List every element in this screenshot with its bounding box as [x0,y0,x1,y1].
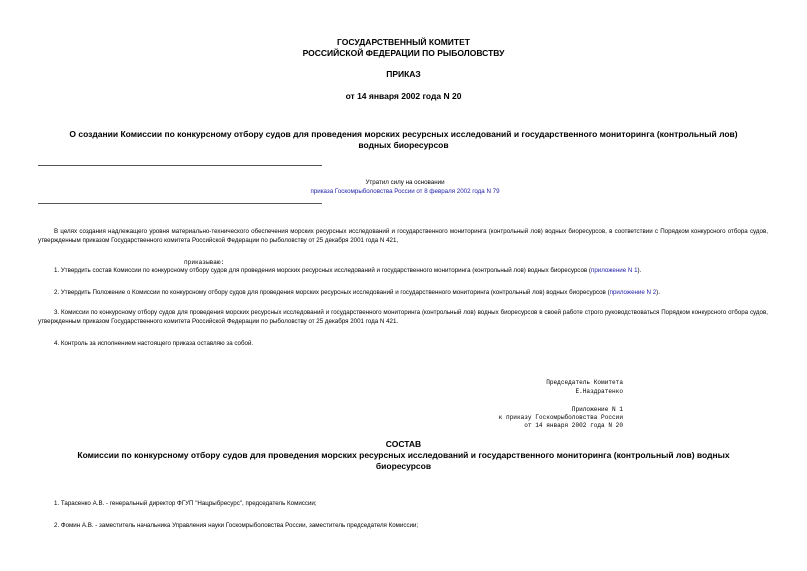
document-title-line-1: О создании Комиссии по конкурсному отбору судов для проведения морских ресурсных исследований и государственного мониторинга (контрольный лов) [69,129,738,139]
composition-heading: СОСТАВ [385,439,422,449]
item-1 [38,266,768,275]
preamble-paragraph: В целях создания надлежащего уровня материально-технического обеспечения морских ресурсных исследований и государственного мониторинга (контрольный лов) водных биоресурсов, в соответствии с Порядком конкурсного отбора судов, утвержденным приказом Государственного комитета Российской Федерации по рыболовству от 25 декабря 2001 года N 421, [38,228,768,244]
document-title-line-2: водных биоресурсов [358,140,449,150]
divider-bottom [38,203,322,204]
appendix-2-link[interactable]: приложение N 2 [609,289,657,296]
appendix-ref-line-3: от 14 января 2002 года N 20 [524,422,623,429]
divider-top [38,165,322,166]
appendix-ref-line-1: Приложение N 1 [571,406,623,413]
item-3: 3. Комиссии по конкурсному отбору судов для проведения морских ресурсных исследований и государственного мониторинга (контрольный лов) водных биоресурсов в своей работе строго руководствоваться Порядком конкурсного отбора судов, утвержденным приказом Государственного комитета Российской Федерации по рыболовству от 25 декабря 2001 года N 421. [38,309,768,325]
document-date-number: от 14 января 2002 года N 20 [345,91,462,101]
appendix-ref-line-2: к приказу Госкомрыболовства России [498,414,623,421]
status-text: Утратил силу на основании [365,179,445,186]
item-2-text: 2. Утвердить Положение о Комиссии по конкурсному отбору судов для проведения морских ресурсных исследований и государственного мониторинга (контрольный лов) водных биоресурсов ( [54,289,610,296]
repeal-link[interactable]: приказа Госкомрыболовства России от 8 февраля 2002 года N 79 [310,188,500,195]
document-type: ПРИКАЗ [386,69,421,79]
member-2: 2. Фомин А.В. - заместитель начальника Управления науки Госкомрыболовства России, заместитель председателя Комиссии; [54,522,419,529]
composition-subheading-line-1: Комиссии по конкурсному отбору судов для проведения морских ресурсных исследований и государственного мониторинга (контрольный лов) водных [77,450,730,460]
appendix-1-link[interactable]: приложение N 1 [590,267,638,274]
item-1-text: 1. Утвердить состав Комиссии по конкурсному отбору судов для проведения морских ресурсных исследований и государственного мониторинга (контрольный лов) водных биоресурсов ( [54,267,591,274]
item-2 [38,288,768,297]
committee-line-2: РОССИЙСКОЙ ФЕДЕРАЦИИ ПО РЫБОЛОВСТВУ [302,48,505,58]
signature-position: Председатель Комитета [546,379,623,386]
signature-name: Е.Наздратенко [575,388,623,395]
item-2-end: ). [656,289,660,296]
item-1-end: ). [637,267,642,274]
committee-line-1: ГОСУДАРСТВЕННЫЙ КОМИТЕТ [337,37,470,47]
order-word: приказываю: [184,259,225,266]
member-1: 1. Тарасенко А.В. - генеральный директор ФГУП "Нацрыбресурс", председатель Комиссии; [54,500,317,507]
composition-subheading-line-2: биоресурсов [375,461,432,471]
item-4: 4. Контроль за исполнением настоящего приказа оставляю за собой. [54,340,254,347]
